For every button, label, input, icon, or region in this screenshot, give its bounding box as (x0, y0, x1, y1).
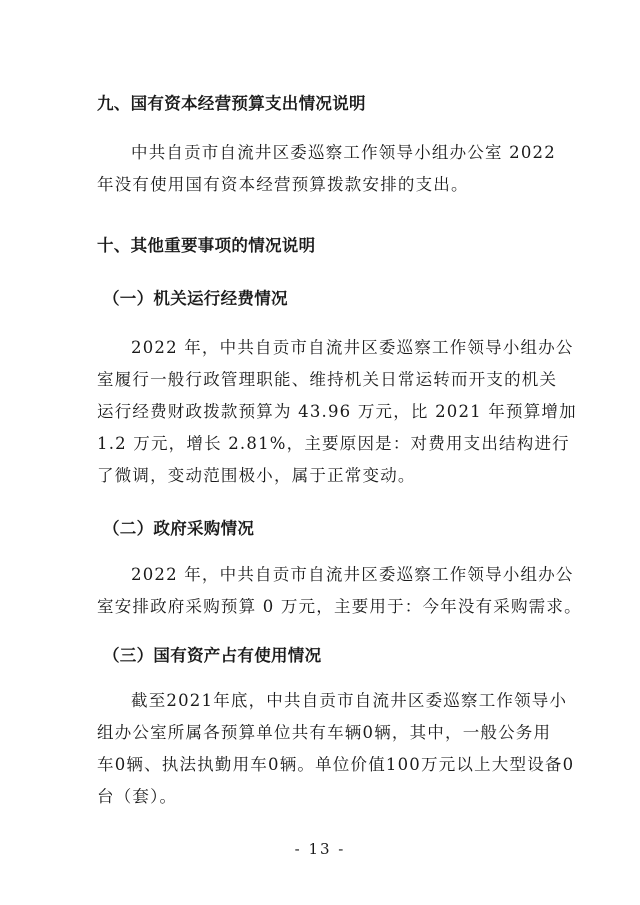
page-number: - 13 - (294, 840, 346, 858)
subsection-2-heading: （二）政府采购情况 (103, 519, 255, 538)
paragraph-line: 室履行一般行政管理职能、维持机关日常运转而开支的机关 (97, 370, 558, 389)
paragraph-line: 年没有使用国有资本经营预算拨款安排的支出。 (97, 175, 469, 194)
paragraph-line: 中共自贡市自流井区委巡察工作领导小组办公室 2022 (131, 143, 556, 162)
subsection-3-paragraph (97, 685, 575, 813)
section-10-heading: 十、其他重要事项的情况说明 (97, 236, 316, 255)
subsection-1-heading: （一）机关运行经费情况 (103, 289, 288, 308)
paragraph-line: 1.2 万元，增长 2.81%，主要原因是：对费用支出结构进行 (97, 434, 570, 453)
paragraph-line: 2022 年，中共自贡市自流井区委巡察工作领导小组办公 (131, 338, 574, 357)
section-9-paragraph (97, 137, 556, 201)
subsection-2-paragraph (97, 559, 582, 623)
paragraph-line: 组办公室所属各预算单位共有车辆0辆，其中，一般公务用 (97, 723, 552, 742)
paragraph-line: 2022 年，中共自贡市自流井区委巡察工作领导小组办公 (131, 565, 574, 584)
paragraph-line: 室安排政府采购预算 0 万元，主要用于：今年没有采购需求。 (97, 597, 582, 616)
paragraph-line: 车0辆、执法执勤用车0辆。单位价值100万元以上大型设备0 (97, 755, 575, 774)
paragraph-line: 了微调，变动范围极小，属于正常变动。 (97, 466, 416, 485)
paragraph-line: 截至2021年底，中共自贡市自流井区委巡察工作领导小 (131, 691, 568, 710)
subsection-3-heading: （三）国有资产占有使用情况 (103, 646, 322, 665)
paragraph-line: 台（套）。 (97, 787, 178, 806)
subsection-1-paragraph (97, 332, 577, 492)
section-9-heading: 九、国有资本经营预算支出情况说明 (97, 94, 366, 113)
paragraph-line: 运行经费财政拨款预算为 43.96 万元，比 2021 年预算增加 (97, 402, 577, 421)
